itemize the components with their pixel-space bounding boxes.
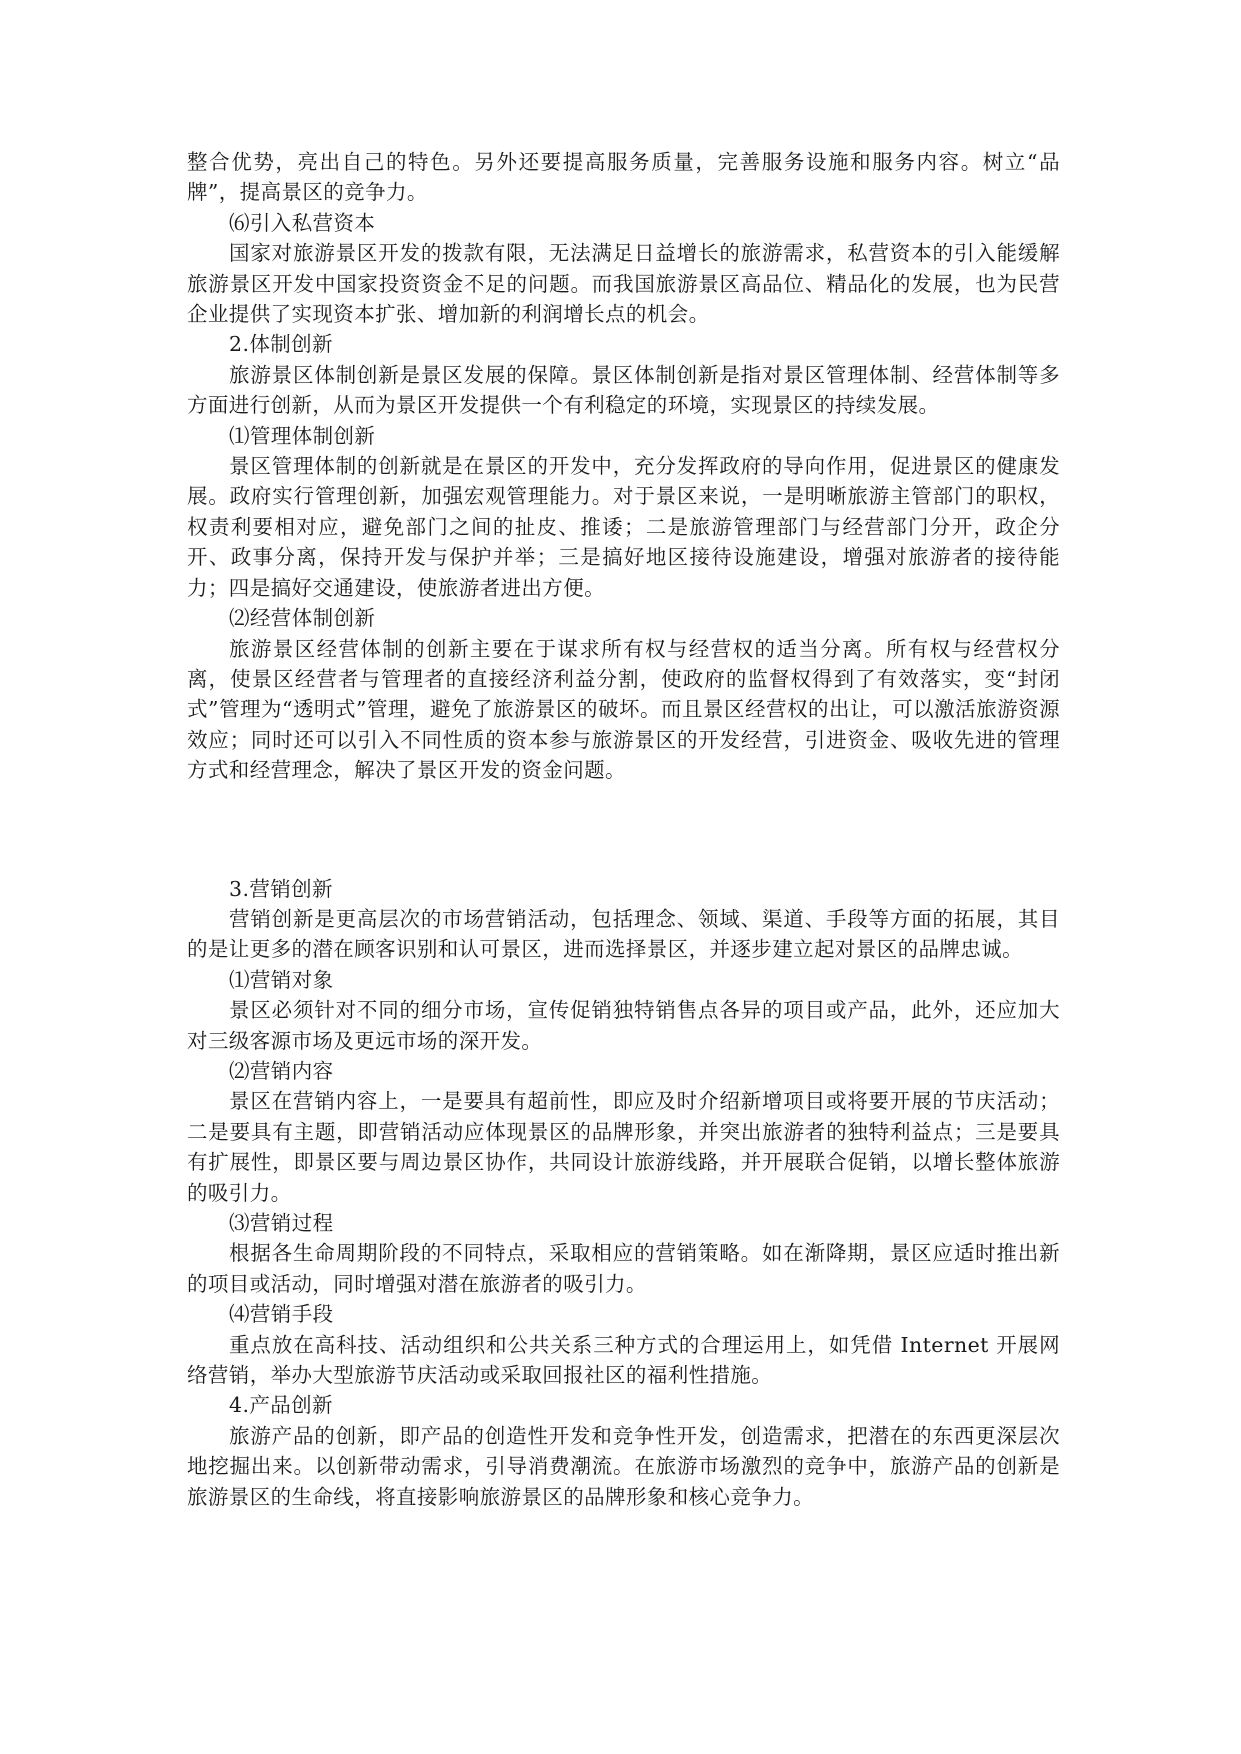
section-heading: ⑹引入私营资本 [229, 210, 376, 235]
paragraph: 营销创新是更高层次的市场营销活动，包括理念、领域、渠道、手段等方面的拓展，其目的是让更多的潜在顾客识别和认可景区，进而选择景区，并逐步建立起对景区的品牌忠诚。 [187, 906, 1060, 962]
paragraph: 旅游产品的创新，即产品的创造性开发和竞争性开发，创造需求，把潜在的东西更深层次地挖掘出来。以创新带动需求，引导消费潮流。在旅游市场激烈的竞争中，旅游产品的创新是旅游景区的生命线，将直接影响旅游景区的品牌形象和核心竞争力。 [187, 1423, 1060, 1509]
paragraph: 旅游景区体制创新是景区发展的保障。景区体制创新是指对景区管理体制、经营体制等多方面进行创新，从而为景区开发提供一个有利稳定的环境，实现景区的持续发展。 [187, 362, 1060, 418]
paragraph: 整合优势，亮出自己的特色。另外还要提高服务质量，完善服务设施和服务内容。树立“品牌”，提高景区的竞争力。 [187, 150, 1060, 205]
paragraph: 景区在营销内容上，一是要具有超前性，即应及时介绍新增项目或将要开展的节庆活动；二是要具有主题，即营销活动应体现景区的品牌形象，并突出旅游者的独特利益点；三是要具有扩展性，即景区要与周边景区协作，共同设计旅游线路，并开展联合促销，以增长整体旅游的吸引力。 [187, 1089, 1060, 1205]
paragraph: 景区管理体制的创新就是在景区的开发中，充分发挥政府的导向作用，促进景区的健康发展。政府实行管理创新，加强宏观管理能力。对于景区来说，一是明晰旅游主管部门的职权，权责利要相对应，避免部门之间的扯皮、推诿；二是旅游管理部门与经营部门分开，政企分开、政事分离，保持开发与保护并举；三是搞好地区接待设施建设，增强对旅游者的接待能力；四是搞好交通建设，使旅游者进出方便。 [187, 454, 1060, 600]
section-heading: 2.体制创新 [229, 332, 333, 357]
section-heading: ⑷营销手段 [229, 1302, 334, 1327]
paragraph: 景区必须针对不同的细分市场，宣传促销独特销售点各异的项目或产品，此外，还应加大对三级客源市场及更远市场的深开发。 [187, 998, 1060, 1053]
section-heading: ⑵经营体制创新 [229, 606, 376, 631]
paragraph: 旅游景区经营体制的创新主要在于谋求所有权与经营权的适当分离。所有权与经营权分离，使景区经营者与管理者的直接经济利益分割，使政府的监督权得到了有效落实，变“封闭式”管理为“透明式”管理，避免了旅游景区的破坏。而且景区经营权的出让，可以激活旅游资源效应；同时还可以引入不同性质的资本参与旅游景区的开发经营，引进资金、吸收先进的管理方式和经营理念，解决了景区开发的资金问题。 [187, 636, 1060, 783]
paragraph: 国家对旅游景区开发的拨款有限，无法满足日益增长的旅游需求，私营资本的引入能缓解旅游景区开发中国家投资资金不足的问题。而我国旅游景区高品位、精品化的发展，也为民营企业提供了实现资本扩张、增加新的利润增长点的机会。 [187, 241, 1060, 327]
section-heading: ⑴管理体制创新 [229, 423, 376, 448]
document-page [187, 147, 1060, 1512]
paragraph: 根据各生命周期阶段的不同特点，采取相应的营销策略。如在渐降期，景区应适时推出新的项目或活动，同时增强对潜在旅游者的吸引力。 [187, 1241, 1060, 1296]
section-heading: ⑵营销内容 [229, 1058, 334, 1083]
text-block-lower [187, 874, 1060, 1513]
text-block-upper [187, 147, 1060, 786]
section-heading: 3.营销创新 [229, 876, 333, 901]
section-heading: ⑴营销对象 [229, 967, 334, 992]
blank-gap [187, 786, 1060, 874]
paragraph: 重点放在高科技、活动组织和公共关系三种方式的合理运用上，如凭借 Internet 开展网络营销，举办大型旅游节庆活动或采取回报社区的福利性措施。 [187, 1332, 1060, 1388]
section-heading: 4.产品创新 [229, 1393, 333, 1418]
section-heading: ⑶营销过程 [229, 1211, 334, 1235]
